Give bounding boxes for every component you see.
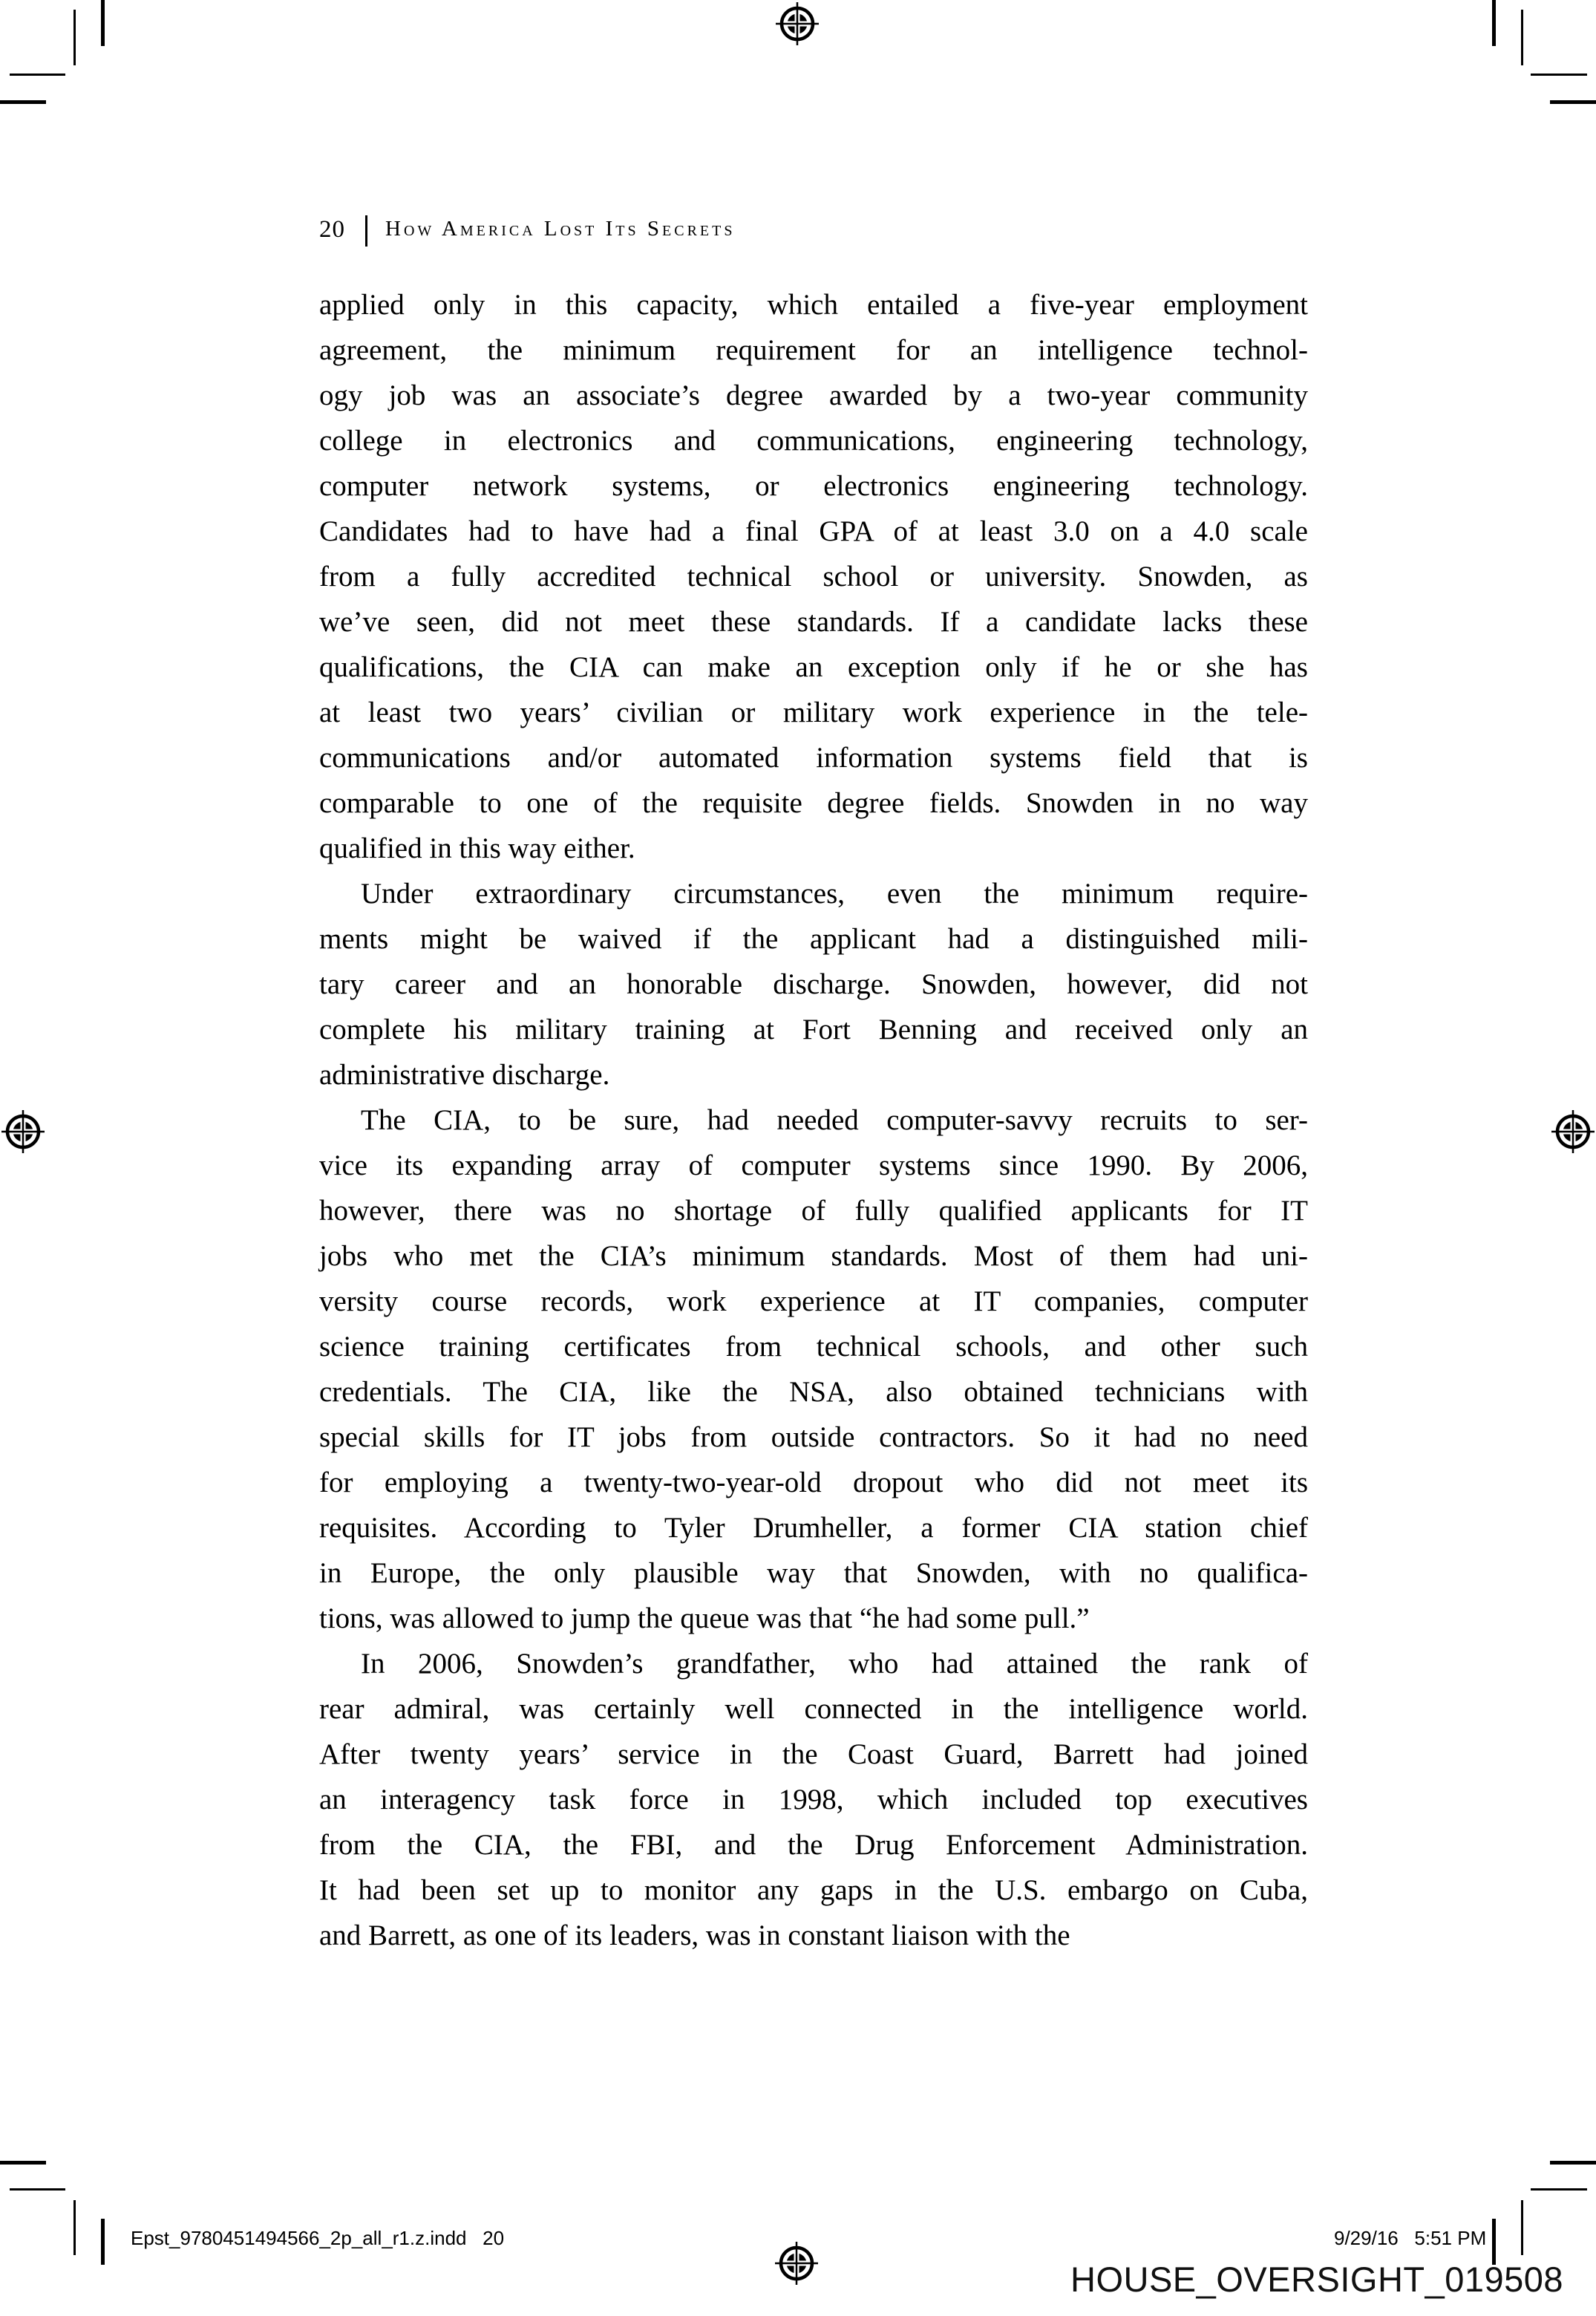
crop-mark xyxy=(101,0,105,46)
body-line: versity course records, work experience at IT companies, computer xyxy=(319,1285,1308,1317)
crop-mark xyxy=(1521,2200,1523,2255)
body-line: ments might be waived if the applicant had a distinguished mili- xyxy=(319,923,1308,955)
body-line: at least two years’ civilian or military work experience in the tele- xyxy=(319,697,1308,728)
body-line: rear admiral, was certainly well connected in the intelligence world. xyxy=(319,1693,1308,1725)
body-line: we’ve seen, did not meet these standards. If a candidate lacks these xyxy=(319,606,1308,638)
body-line: computer network systems, or electronics engineering technology. xyxy=(319,470,1308,502)
body-line: vice its expanding array of computer systems since 1990. By 2006, xyxy=(319,1149,1308,1181)
crop-mark xyxy=(0,100,46,104)
crop-mark xyxy=(73,10,76,65)
body-line: After twenty years’ service in the Coast Guard, Barrett had joined xyxy=(319,1738,1308,1770)
body-line: administrative discharge. xyxy=(319,1059,610,1091)
crop-mark xyxy=(1550,2161,1596,2165)
registration-target-icon xyxy=(774,2241,819,2286)
crop-mark xyxy=(1492,0,1496,46)
body-line: qualified in this way either. xyxy=(319,832,635,864)
crop-mark xyxy=(1531,2188,1587,2191)
body-line: It had been set up to monitor any gaps in the U.S. embargo on Cuba, xyxy=(319,1874,1308,1906)
body-line: ogy job was an associate’s degree awarded by a two-year community xyxy=(319,379,1308,411)
body-line: The CIA, to be sure, had needed computer-savvy recruits to ser- xyxy=(361,1104,1308,1136)
header-divider xyxy=(365,215,367,247)
body-line: complete his military training at Fort Benning and received only an xyxy=(319,1014,1308,1046)
body-line: Candidates had to have had a final GPA of at least 3.0 on a 4.0 scale xyxy=(319,515,1308,547)
body-line: and Barrett, as one of its leaders, was in constant liaison with the xyxy=(319,1919,1070,1951)
crop-mark xyxy=(10,2188,65,2191)
body-line: communications and/or automated information systems field that is xyxy=(319,742,1308,774)
crop-mark xyxy=(73,2200,76,2255)
body-line: in Europe, the only plausible way that Snowden, with no qualifica- xyxy=(319,1557,1308,1589)
registration-target-icon xyxy=(775,1,820,46)
crop-mark xyxy=(1521,10,1523,65)
body-line: for employing a twenty-two-year-old dropout who did not meet its xyxy=(319,1467,1308,1498)
registration-target-icon xyxy=(1551,1109,1595,1154)
body-line: an interagency task force in 1998, which included top executives xyxy=(319,1784,1308,1816)
body-line: college in electronics and communications, engineering technology, xyxy=(319,425,1308,457)
body-line: however, there was no shortage of fully qualified applicants for IT xyxy=(319,1195,1308,1227)
bates-stamp: HOUSE_OVERSIGHT_019508 xyxy=(1070,2260,1564,2299)
running-head: How America Lost Its Secrets xyxy=(385,217,736,241)
crop-mark xyxy=(1492,2219,1496,2265)
body-line: applied only in this capacity, which entailed a five-year employment xyxy=(319,289,1308,321)
body-line: requisites. According to Tyler Drumheller, a former CIA station chief xyxy=(319,1512,1308,1544)
crop-mark xyxy=(1531,74,1587,76)
crop-mark xyxy=(10,74,65,76)
body-line: agreement, the minimum requirement for an intelligence technol- xyxy=(319,334,1308,366)
body-line: credentials. The CIA, like the NSA, also obtained technicians with xyxy=(319,1376,1308,1408)
body-line: from the CIA, the FBI, and the Drug Enforcement Administration. xyxy=(319,1829,1308,1861)
crop-mark xyxy=(1550,100,1596,104)
body-text xyxy=(319,282,1308,1958)
registration-target-icon xyxy=(1,1109,45,1154)
body-line: qualifications, the CIA can make an exception only if he or she has xyxy=(319,651,1308,683)
body-line: jobs who met the CIA’s minimum standards. Most of them had uni- xyxy=(319,1240,1308,1272)
crop-mark xyxy=(101,2219,105,2265)
page-number: 20 xyxy=(319,216,345,243)
body-line: tions, was allowed to jump the queue was that “he had some pull.” xyxy=(319,1602,1090,1634)
crop-mark xyxy=(0,2161,46,2165)
body-line: special skills for IT jobs from outside contractors. So it had no need xyxy=(319,1421,1308,1453)
slug-timestamp: 9/29/16 5:51 PM xyxy=(1334,2227,1487,2249)
body-line: Under extraordinary circumstances, even the minimum require- xyxy=(361,878,1308,910)
body-line: from a fully accredited technical school or university. Snowden, as xyxy=(319,561,1308,593)
body-line: In 2006, Snowden’s grandfather, who had attained the rank of xyxy=(361,1648,1308,1680)
body-line: science training certificates from technical schools, and other such xyxy=(319,1331,1308,1363)
body-line: comparable to one of the requisite degree fields. Snowden in no way xyxy=(319,787,1308,819)
body-line: tary career and an honorable discharge. Snowden, however, did not xyxy=(319,968,1308,1000)
slug-file-info: Epst_9780451494566_2p_all_r1.z.indd 20 xyxy=(131,2227,505,2249)
